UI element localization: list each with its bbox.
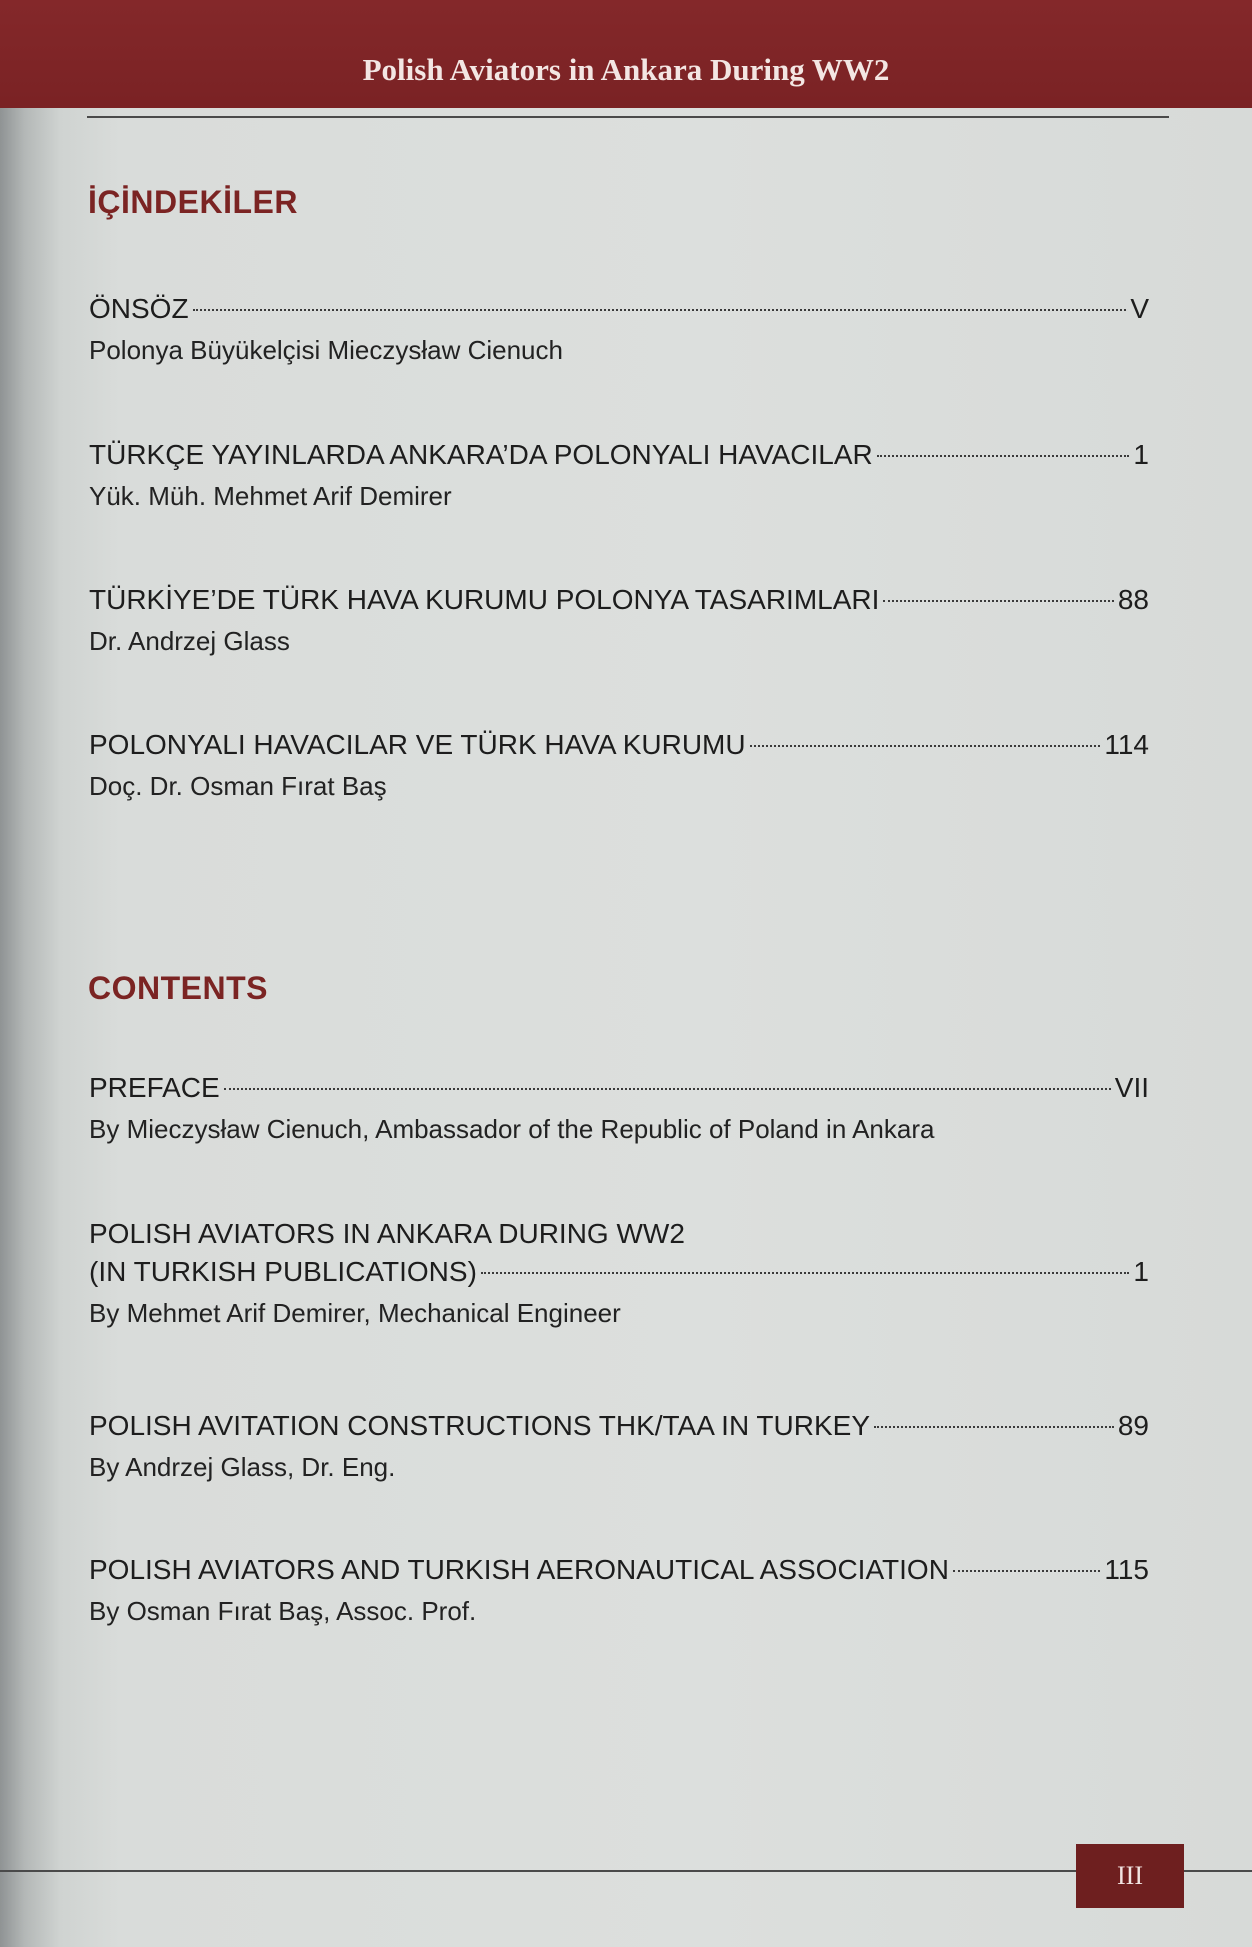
toc-author: By Mieczysław Cienuch, Ambassador of the Republic of Poland in Ankara — [89, 1114, 935, 1144]
toc-title: ÖNSÖZ — [89, 293, 189, 324]
toc-title: POLISH AVITATION CONSTRUCTIONS THK/TAA IN TURKEY — [89, 1410, 871, 1441]
running-title: Polish Aviators in Ankara During WW2 — [362, 52, 890, 87]
toc-page-number: 115 — [1104, 1554, 1149, 1585]
toc-line — [89, 436, 1149, 474]
toc-author: Polonya Büyükelçisi Mieczysław Cienuch — [89, 335, 563, 365]
toc-page-number: 114 — [1104, 729, 1149, 760]
dot-leader — [874, 1426, 1114, 1428]
toc-line — [89, 726, 1149, 764]
english-toc-heading: CONTENTS — [88, 970, 268, 1006]
toc-line — [89, 1407, 1149, 1445]
toc-page-number: 1 — [1133, 1256, 1149, 1287]
toc-line — [89, 1253, 1149, 1291]
toc-entry-polish-avitation-constructions[interactable] — [89, 1407, 1149, 1485]
toc-entry-polonyali-havacilar[interactable] — [89, 726, 1149, 804]
toc-page-number: V — [1130, 293, 1149, 324]
toc-author: Yük. Müh. Mehmet Arif Demirer — [89, 481, 452, 511]
dot-leader — [750, 745, 1101, 747]
toc-entry-turkce-yayinlarda[interactable] — [89, 436, 1149, 514]
toc-line — [89, 581, 1149, 619]
dot-leader — [953, 1570, 1100, 1572]
toc-author: By Osman Fırat Baş, Assoc. Prof. — [89, 1596, 477, 1626]
toc-entry-polish-aviators-taa[interactable] — [89, 1551, 1149, 1629]
toc-title: POLISH AVIATORS AND TURKISH AERONAUTICAL ASSOCIATION — [89, 1554, 949, 1585]
toc-author: By Mehmet Arif Demirer, Mechanical Engineer — [89, 1298, 621, 1328]
toc-author: Doç. Dr. Osman Fırat Baş — [89, 771, 387, 801]
header-rule — [87, 116, 1169, 118]
dot-leader — [224, 1088, 1111, 1090]
toc-entry-preface[interactable] — [89, 1069, 1149, 1147]
turkish-toc-heading: İÇİNDEKİLER — [88, 184, 298, 220]
toc-title: TÜRKÇE YAYINLARDA ANKARA’DA POLONYALI HAVACILAR — [89, 439, 873, 470]
toc-page-number: 89 — [1117, 1410, 1149, 1441]
toc-page-number: 88 — [1117, 584, 1149, 615]
toc-page-number: VII — [1114, 1072, 1149, 1103]
dot-leader — [193, 309, 1127, 311]
dot-leader — [883, 600, 1113, 602]
toc-author: Dr. Andrzej Glass — [89, 626, 290, 656]
toc-author: By Andrzej Glass, Dr. Eng. — [89, 1452, 396, 1482]
footer-rule — [0, 1870, 1252, 1872]
toc-entry-onsoz[interactable] — [89, 290, 1149, 368]
page-number: III — [1076, 1844, 1184, 1908]
toc-title: TÜRKİYE’DE TÜRK HAVA KURUMU POLONYA TASARIMLARI — [89, 584, 880, 615]
toc-title: POLONYALI HAVACILAR VE TÜRK HAVA KURUMU — [89, 729, 746, 760]
dot-leader — [877, 455, 1130, 457]
toc-entry-turkiyede-thk[interactable] — [89, 581, 1149, 659]
toc-title-line1: POLISH AVIATORS IN ANKARA DURING WW2 — [89, 1218, 685, 1249]
toc-title: (IN TURKISH PUBLICATIONS) — [89, 1256, 477, 1287]
dot-leader — [481, 1272, 1130, 1274]
toc-line — [89, 1551, 1149, 1589]
toc-line — [89, 290, 1149, 328]
toc-line — [89, 1069, 1149, 1107]
toc-entry-polish-aviators-ankara[interactable] — [89, 1215, 1149, 1331]
toc-page-number: 1 — [1133, 439, 1149, 470]
toc-title: PREFACE — [89, 1072, 220, 1103]
